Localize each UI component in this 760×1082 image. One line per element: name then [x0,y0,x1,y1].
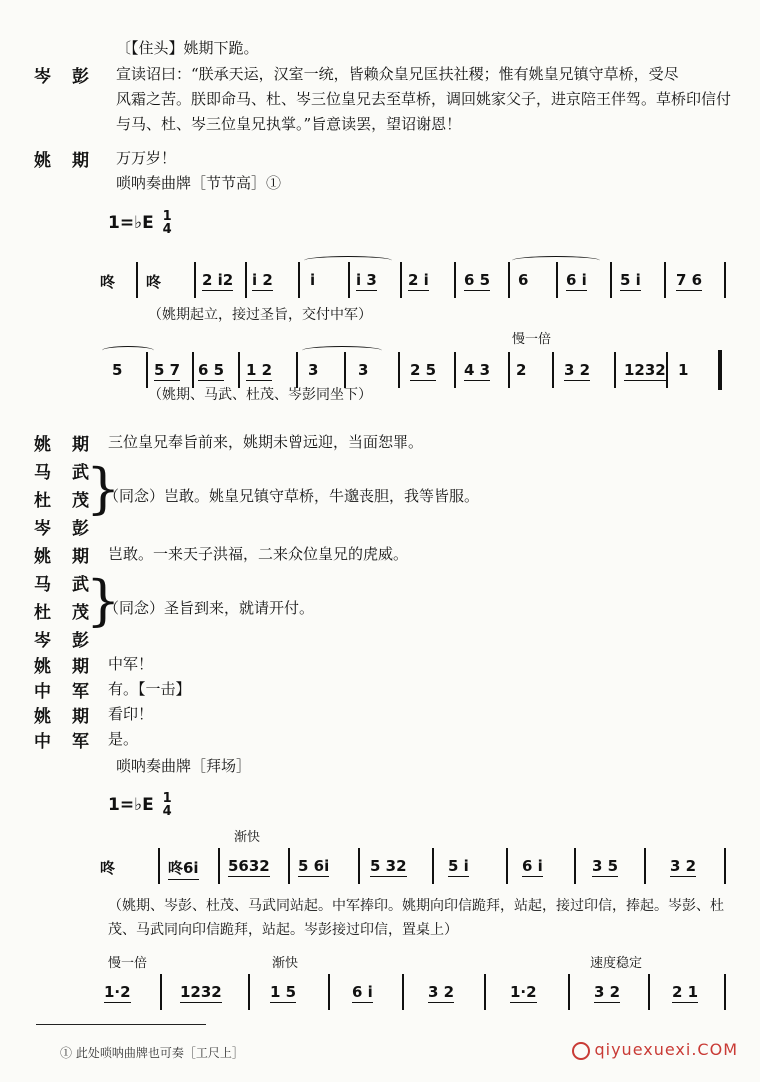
time-den-2: 4 [162,804,172,819]
barline [296,352,298,388]
note: 1232 [180,983,222,1001]
note: 6 5 [198,361,225,379]
barline [348,262,350,298]
role-cen-peng: 岑 彭 [34,67,91,87]
time-num-1: 1 [162,209,172,224]
stage-direction-kneel: 〔【住头】姚期下跪。 [116,39,259,57]
time-den-1: 4 [162,222,172,237]
dialog-wan-wan-sui: 万万岁！ [116,149,177,167]
note: 2 1 [672,983,699,1001]
stage-direction-staff-1: （姚期起立，接过圣旨，交付中军） [148,307,372,323]
note: 5 i [620,271,641,289]
tempo-mark-accel: 渐快 [272,956,299,971]
note: 5 i [448,857,469,875]
note: 3 [308,361,319,379]
note: 2 [516,361,527,379]
role-zhongjun: 中 军 [34,682,91,702]
barline [508,262,510,298]
note: 5 32 [370,857,407,875]
footnote-rule [36,1024,206,1025]
key-text-1: 1=♭E [108,213,154,233]
barline [192,352,194,388]
note: 5 [112,361,123,379]
note: 1·2 [104,983,131,1001]
note: 6 i [566,271,587,289]
qupai-baichang: 唢呐奏曲牌［拜场］ [116,757,252,775]
note: i 3 [356,271,377,289]
dialog-apology: 三位皇兄奉旨前来，姚期未曾远迎，当面恕罪。 [108,433,424,451]
note: 1·2 [510,983,537,1001]
note: 1 2 [246,361,273,379]
dialog-look-seal: 看印！ [108,705,154,723]
staff-4 [98,974,730,1018]
qupai-jiejiegao: 唢呐奏曲牌［节节高］① [116,174,282,192]
stage-direction-staff-3: （姚期、岑彭、杜茂、马武同站起。中军捧印。姚期向印信跪拜，站起，接过印信，捧起。岑彭、杜茂、马武同向印信跪拜，站起。岑彭接过印信，置桌上） [108,898,724,938]
barline [158,848,160,884]
tempo-mark-slow: 慢一倍 [512,332,552,347]
barline [556,262,558,298]
note: 咚 [100,273,116,291]
note: 6 i [522,857,543,875]
role-ma-wu: 马 武 [34,575,91,595]
barline [238,352,240,388]
note: 6 5 [464,271,491,289]
note: 7 6 [676,271,703,289]
role-yao-qi: 姚 期 [34,657,91,677]
note: 6 [518,271,529,289]
note: 1232 [624,361,666,379]
staff-3 [98,848,730,892]
watermark-text: qiyuexuexi.COM [594,1040,738,1059]
barline [245,262,247,298]
dialog-group-reply-1: （同念）岂敢。姚皇兄镇守草桥，牛邈丧胆，我等皆服。 [104,487,480,505]
barline [484,974,486,1010]
barline [218,848,220,884]
note: 4 3 [464,361,491,379]
role-cen-peng: 岑 彭 [34,519,91,539]
note: 5 7 [154,361,181,379]
staff-1 [98,262,730,306]
footnote: ① 此处唢呐曲牌也可奏［工尺上］ [60,1046,244,1060]
note: 2 i [408,271,429,289]
role-yao-qi: 姚 期 [34,707,91,727]
group-brace: } [86,569,121,632]
note: 5632 [228,857,270,875]
barline [288,848,290,884]
time-signature-1 [163,210,172,236]
barline [664,262,666,298]
note: 咚 [100,859,116,877]
barline [160,974,162,1010]
barline [614,352,616,388]
role-yao-qi: 姚 期 [34,151,91,171]
note: 3 2 [594,983,621,1001]
role-ma-wu: 马 武 [34,463,91,483]
note: 3 [358,361,369,379]
stage-direction-staff-2: （姚期、马武、杜茂、岑彭同坐下） [148,387,372,403]
barline [146,352,148,388]
end-barline [718,350,722,390]
tempo-mark-slow: 慢一倍 [108,956,148,971]
logo-icon [572,1042,590,1060]
barline [724,848,726,884]
dialog-tiger-might: 岂敢。一来天子洪福，二来众位皇兄的虎威。 [108,545,409,563]
barline [574,848,576,884]
note: 2 5 [410,361,437,379]
note: 咚6i [168,857,199,880]
edict-text-continued: 风霜之苦。朕即命马、杜、岑三位皇兄去至草桥，调回姚家父子，进京陪王伴驾。草桥印信付与马、杜、岑三位皇兄执掌。”旨意读罢，望诏谢恩！ [116,90,732,133]
note: 5 6i [298,857,330,875]
role-yao-qi: 姚 期 [34,547,91,567]
dialog-zhongjun-call: 中军！ [108,655,154,673]
role-du-mao: 杜 茂 [34,603,91,623]
dialog-group-reply-2: （同念）圣旨到来，就请开付。 [104,599,315,617]
barline [568,974,570,1010]
barline [298,262,300,298]
note: 3 5 [592,857,619,875]
dialog-zhongjun-yes: 是。 [108,730,139,748]
barline [644,848,646,884]
time-signature-2 [163,792,172,818]
barline [454,262,456,298]
barline [328,974,330,1010]
role-yao-qi: 姚 期 [34,435,91,455]
barline [724,262,726,298]
barline [400,262,402,298]
note: 6 i [352,983,373,1001]
time-num-2: 1 [162,791,172,806]
note: 3 2 [428,983,455,1001]
watermark [572,1040,738,1060]
note: 2 i2 [202,271,234,289]
barline [136,262,138,298]
note: i [310,271,316,289]
role-zhongjun: 中 军 [34,732,91,752]
role-du-mao: 杜 茂 [34,491,91,511]
barline [552,352,554,388]
group-brace: } [86,457,121,520]
tempo-mark-steady: 速度稳定 [590,956,643,971]
barline [398,352,400,388]
slur [302,346,382,355]
barline [358,848,360,884]
barline [402,974,404,1010]
barline [454,352,456,388]
barline [610,262,612,298]
barline [248,974,250,1010]
barline [506,848,508,884]
note: 3 2 [670,857,697,875]
dialog-zhongjun-reply: 有。【一击】 [108,680,191,698]
barline [724,974,726,1010]
barline [666,352,668,388]
barline [508,352,510,388]
note: 3 2 [564,361,591,379]
key-text-2: 1=♭E [108,795,154,815]
key-signature-1 [108,210,172,236]
note: 1 5 [270,983,297,1001]
key-signature-2 [108,792,172,818]
barline [432,848,434,884]
barline [344,352,346,388]
note: 1 [678,361,689,379]
edict-text-line1: 宣读诏曰：“朕承天运，汉室一统，皆赖众皇兄匡扶社稷；惟有姚皇兄镇守草桥，受尽 [116,65,679,83]
barline [648,974,650,1010]
note: 咚 [146,273,162,291]
role-cen-peng: 岑 彭 [34,631,91,651]
note: i 2 [252,271,273,289]
barline [194,262,196,298]
tempo-mark-accel: 渐快 [234,830,261,845]
